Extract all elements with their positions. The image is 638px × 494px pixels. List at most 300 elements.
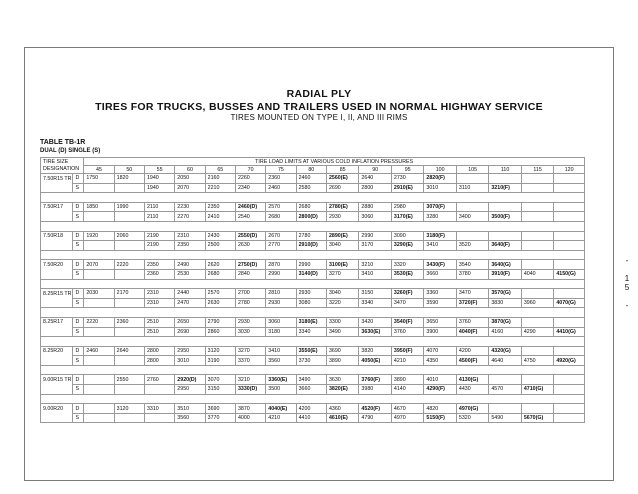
- load-cell: 5320: [456, 413, 488, 423]
- load-cell: 2920(D): [175, 375, 205, 385]
- spacer-cell: [41, 193, 585, 203]
- tire-size-cell: 7.50R17: [41, 202, 73, 212]
- tire-size-cell: 8.25R20: [41, 346, 73, 356]
- load-cell: [554, 231, 585, 241]
- load-cell: 2350: [175, 241, 205, 251]
- load-cell: 2680: [296, 202, 326, 212]
- load-cell: 2800: [359, 183, 391, 193]
- load-cell: 4210: [391, 356, 423, 366]
- load-cell: [114, 413, 144, 423]
- load-cell: 3280: [424, 212, 456, 222]
- load-cell: 3040: [326, 241, 358, 251]
- load-cell: 2930: [235, 317, 265, 327]
- table-row: [41, 327, 585, 337]
- load-cell: 3030: [235, 327, 265, 337]
- load-cell: 1820: [114, 174, 144, 184]
- load-cell: 3100(E): [326, 260, 358, 270]
- table-row: [41, 260, 585, 270]
- load-cell: 2310: [144, 289, 174, 299]
- load-cell: 5490: [489, 413, 521, 423]
- load-cell: 3540(F): [391, 317, 423, 327]
- tire-size-cell: 9.00R15 TR: [41, 375, 73, 385]
- load-cell: 4570: [489, 385, 521, 395]
- load-cell: 3630: [326, 375, 358, 385]
- load-cell: 2630: [205, 298, 235, 308]
- load-cell: [521, 346, 553, 356]
- load-cell: 3120: [205, 346, 235, 356]
- table-row: [41, 202, 585, 212]
- load-cell: 2670: [266, 231, 296, 241]
- spacer-row: [41, 365, 585, 375]
- load-cell: 2870: [266, 260, 296, 270]
- load-cell: 2800(D): [296, 212, 326, 222]
- spacer-row: [41, 394, 585, 404]
- table-row: [41, 317, 585, 327]
- load-cell: 3070(F): [424, 202, 456, 212]
- spacer-cell: [41, 221, 585, 231]
- load-cell: 3870(G): [489, 317, 521, 327]
- load-cell: 2030: [84, 289, 114, 299]
- mount-type-cell: S: [73, 413, 84, 423]
- load-cell: 2760: [144, 375, 174, 385]
- load-cell: 3310: [144, 404, 174, 414]
- table-row: [41, 413, 585, 423]
- load-cell: 3010: [175, 356, 205, 366]
- load-cell: 3220: [326, 298, 358, 308]
- load-cell: 1750: [84, 174, 114, 184]
- load-cell: 2510: [144, 327, 174, 337]
- load-cell: [521, 404, 553, 414]
- table-row: [41, 183, 585, 193]
- load-cell: 4820: [424, 404, 456, 414]
- load-cell: [84, 241, 114, 251]
- load-cell: 2190: [144, 231, 174, 241]
- load-cell: 4790: [359, 413, 391, 423]
- tire-size-cell: 8.25R17: [41, 317, 73, 327]
- mount-type-cell: S: [73, 327, 84, 337]
- spacer-cell: [41, 365, 585, 375]
- load-cell: 3890: [391, 375, 423, 385]
- load-cell: 4920(G): [554, 356, 585, 366]
- load-cell: 3400: [456, 212, 488, 222]
- tire-size-cell: [41, 413, 73, 423]
- load-cell: 2700: [235, 289, 265, 299]
- load-cell: 2060: [114, 231, 144, 241]
- load-cell: 2440: [175, 289, 205, 299]
- header-pressure: 60: [175, 166, 205, 174]
- spacer-row: [41, 308, 585, 318]
- load-cell: 3760(F): [359, 375, 391, 385]
- header-pressure: 85: [326, 166, 358, 174]
- load-cell: 2310: [175, 231, 205, 241]
- load-cell: 3180: [266, 327, 296, 337]
- load-cell: 5150(F): [424, 413, 456, 423]
- load-cell: 3180(E): [296, 317, 326, 327]
- load-cell: 4970: [391, 413, 423, 423]
- table-label: TABLE TB-1R: [40, 139, 86, 146]
- load-cell: [554, 202, 585, 212]
- load-cell: 2880: [359, 202, 391, 212]
- tire-size-cell: [41, 269, 73, 279]
- load-cell: 3260(F): [391, 289, 423, 299]
- load-cell: 3070: [205, 375, 235, 385]
- load-cell: [489, 174, 521, 184]
- load-cell: 3320: [391, 260, 423, 270]
- load-cell: 1940: [144, 174, 174, 184]
- load-cell: 4670: [391, 404, 423, 414]
- tire-size-cell: [41, 327, 73, 337]
- load-cell: 3210: [359, 260, 391, 270]
- load-cell: 4010: [424, 375, 456, 385]
- load-cell: [84, 269, 114, 279]
- load-cell: 3490: [326, 327, 358, 337]
- load-cell: 2570: [205, 289, 235, 299]
- load-cell: 3360(E): [266, 375, 296, 385]
- load-cell: [521, 212, 553, 222]
- load-cell: 4000: [235, 413, 265, 423]
- load-cell: 3120: [114, 404, 144, 414]
- mount-type-cell: D: [73, 260, 84, 270]
- load-cell: 2460: [296, 174, 326, 184]
- load-cell: [521, 375, 553, 385]
- load-cell: 2540: [235, 212, 265, 222]
- mount-type-cell: S: [73, 385, 84, 395]
- header-row: [41, 166, 585, 174]
- load-cell: [84, 298, 114, 308]
- load-cell: 4210: [266, 413, 296, 423]
- load-cell: 3360: [424, 289, 456, 299]
- load-cell: 2110: [144, 202, 174, 212]
- load-cell: 4610(E): [326, 413, 358, 423]
- load-cell: 3490: [296, 375, 326, 385]
- load-cell: [84, 327, 114, 337]
- mount-type-cell: S: [73, 298, 84, 308]
- load-cell: 3010: [424, 183, 456, 193]
- load-cell: 2780(E): [326, 202, 358, 212]
- load-cell: 2550(D): [235, 231, 265, 241]
- tire-size-cell: [41, 241, 73, 251]
- load-cell: [521, 289, 553, 299]
- load-cell: 3270: [326, 269, 358, 279]
- load-cell: 3830: [489, 298, 521, 308]
- load-cell: 2260: [235, 174, 265, 184]
- load-cell: [456, 231, 488, 241]
- header-tire-size: TIRE SIZE: [41, 158, 84, 166]
- load-cell: 2220: [114, 260, 144, 270]
- load-cell: [84, 375, 114, 385]
- title-sub: TIRES MOUNTED ON TYPE I, II, AND III RIMS: [230, 113, 408, 122]
- load-cell: 3640(G): [489, 260, 521, 270]
- spacer-row: [41, 221, 585, 231]
- tire-size-cell: 9.00R20: [41, 404, 73, 414]
- load-cell: [554, 385, 585, 395]
- load-cell: 3270: [235, 346, 265, 356]
- load-cell: 3500: [266, 385, 296, 395]
- tire-size-cell: [41, 385, 73, 395]
- load-cell: [521, 202, 553, 212]
- load-cell: 4710(G): [521, 385, 553, 395]
- mount-type-cell: D: [73, 404, 84, 414]
- load-cell: 2460(D): [235, 202, 265, 212]
- load-cell: [554, 183, 585, 193]
- load-cell: 3420: [359, 317, 391, 327]
- table-sub-label: DUAL (D) SINGLE (S): [40, 148, 101, 154]
- header-load-limits: TIRE LOAD LIMITS AT VARIOUS COLD INFLATION PRESSURES: [84, 158, 585, 166]
- load-cell: [114, 183, 144, 193]
- load-cell: 2910(E): [391, 183, 423, 193]
- load-cell: 2910(D): [296, 241, 326, 251]
- header-pressure: 100: [424, 166, 456, 174]
- mount-type-cell: S: [73, 212, 84, 222]
- mount-type-cell: D: [73, 174, 84, 184]
- load-cell: 2680: [205, 269, 235, 279]
- load-cell: 3560: [266, 356, 296, 366]
- header-designation: DESIGNATION: [41, 166, 84, 174]
- mount-type-cell: S: [73, 356, 84, 366]
- header-pressure: 70: [235, 166, 265, 174]
- load-cell: 2340: [235, 183, 265, 193]
- load-cell: 2840: [235, 269, 265, 279]
- load-cell: 4320(G): [489, 346, 521, 356]
- load-cell: 2930: [296, 289, 326, 299]
- load-cell: [144, 385, 174, 395]
- load-cell: 5670(G): [521, 413, 553, 423]
- load-cell: 3630(E): [359, 327, 391, 337]
- load-cell: 3340: [296, 327, 326, 337]
- load-cell: [114, 356, 144, 366]
- load-cell: 2050: [175, 174, 205, 184]
- header-pressure: 75: [266, 166, 296, 174]
- table-row: [41, 241, 585, 251]
- load-cell: [554, 346, 585, 356]
- load-cell: 3090: [391, 231, 423, 241]
- load-cell: 3780: [456, 269, 488, 279]
- load-cell: [114, 327, 144, 337]
- load-cell: 4070: [424, 346, 456, 356]
- load-cell: 3720(F): [456, 298, 488, 308]
- load-cell: 2470: [175, 298, 205, 308]
- load-cell: [521, 174, 553, 184]
- load-cell: 4520(F): [359, 404, 391, 414]
- load-cell: 2930: [326, 212, 358, 222]
- load-cell: 2800: [144, 346, 174, 356]
- mount-type-cell: S: [73, 241, 84, 251]
- table-row: [41, 212, 585, 222]
- load-cell: 2360: [144, 269, 174, 279]
- header-pressure: 80: [296, 166, 326, 174]
- load-cell: 2350: [205, 202, 235, 212]
- load-cell: 2210: [205, 183, 235, 193]
- load-cell: 2730: [391, 174, 423, 184]
- load-cell: 2810: [266, 289, 296, 299]
- load-cell: 2690: [326, 183, 358, 193]
- tire-size-cell: 8.25R15 TR: [41, 289, 73, 299]
- spacer-cell: [41, 337, 585, 347]
- load-cell: 4410(G): [554, 327, 585, 337]
- load-cell: 3690: [326, 346, 358, 356]
- header-pressure: 45: [84, 166, 114, 174]
- load-cell: 4160: [489, 327, 521, 337]
- load-cell: 4970(G): [456, 404, 488, 414]
- load-cell: 2750(D): [235, 260, 265, 270]
- load-cell: [521, 260, 553, 270]
- load-cell: 4050(E): [359, 356, 391, 366]
- load-cell: 3210(F): [489, 183, 521, 193]
- load-cell: 2780: [296, 231, 326, 241]
- load-cell: 3730: [296, 356, 326, 366]
- mount-type-cell: D: [73, 231, 84, 241]
- load-cell: 2550: [114, 375, 144, 385]
- load-cell: 3060: [359, 212, 391, 222]
- load-cell: 2860: [205, 327, 235, 337]
- load-cell: 4040: [521, 269, 553, 279]
- load-cell: 3690: [205, 404, 235, 414]
- table-row: [41, 375, 585, 385]
- load-cell: 3870: [235, 404, 265, 414]
- load-cell: 4130(G): [456, 375, 488, 385]
- load-cell: 2640: [359, 174, 391, 184]
- spacer-cell: [41, 250, 585, 260]
- load-cell: 3430(F): [424, 260, 456, 270]
- load-cell: 4040(F): [456, 327, 488, 337]
- load-cell: 2930: [266, 298, 296, 308]
- load-cell: 4070(G): [554, 298, 585, 308]
- load-cell: 2070: [84, 260, 114, 270]
- load-cell: 3060: [266, 317, 296, 327]
- tire-size-cell: [41, 183, 73, 193]
- title-main: TIRES FOR TRUCKS, BUSSES AND TRAILERS USED IN NORMAL HIGHWAY SERVICE: [95, 101, 543, 113]
- load-cell: 3140(D): [296, 269, 326, 279]
- load-cell: 2650: [175, 317, 205, 327]
- load-cell: 3190: [205, 356, 235, 366]
- load-cell: 3180(F): [424, 231, 456, 241]
- load-cell: 3960: [521, 298, 553, 308]
- load-cell: 4200: [456, 346, 488, 356]
- header-pressure: 50: [114, 166, 144, 174]
- table-row: [41, 231, 585, 241]
- load-cell: [84, 385, 114, 395]
- spacer-row: [41, 250, 585, 260]
- load-cell: 4410: [296, 413, 326, 423]
- load-cell: [456, 202, 488, 212]
- load-cell: 2950: [175, 385, 205, 395]
- load-cell: [114, 269, 144, 279]
- header-pressure: 105: [456, 166, 488, 174]
- load-cell: 3640(F): [489, 241, 521, 251]
- load-cell: 3530(E): [391, 269, 423, 279]
- load-cell: 1850: [84, 202, 114, 212]
- tire-size-cell: 7.50R20: [41, 260, 73, 270]
- load-cell: 3560: [175, 413, 205, 423]
- mount-type-cell: D: [73, 346, 84, 356]
- load-cell: 3570(G): [489, 289, 521, 299]
- header-pressure: 65: [205, 166, 235, 174]
- load-cell: 2620: [205, 260, 235, 270]
- load-cell: 3760: [391, 327, 423, 337]
- header-pressure: 95: [391, 166, 423, 174]
- spacer-cell: [41, 279, 585, 289]
- load-cell: 3410: [424, 241, 456, 251]
- load-cell: 2790: [205, 317, 235, 327]
- load-cell: 3170(E): [391, 212, 423, 222]
- load-cell: [554, 174, 585, 184]
- load-cell: 2110: [144, 212, 174, 222]
- load-cell: [489, 375, 521, 385]
- load-cell: 2780: [235, 298, 265, 308]
- load-cell: 3290(E): [391, 241, 423, 251]
- table-row: [41, 404, 585, 414]
- load-cell: 2360: [266, 174, 296, 184]
- load-cell: 3340: [359, 298, 391, 308]
- load-table: [40, 157, 585, 423]
- load-cell: 2160: [205, 174, 235, 184]
- load-cell: 3410: [266, 346, 296, 356]
- load-cell: 2530: [175, 269, 205, 279]
- load-cell: 2190: [144, 241, 174, 251]
- load-cell: 3370: [235, 356, 265, 366]
- load-cell: [554, 260, 585, 270]
- page-number: - 1 5 -: [624, 256, 630, 310]
- load-cell: 2490: [175, 260, 205, 270]
- spacer-cell: [41, 308, 585, 318]
- header-pressure: 120: [554, 166, 585, 174]
- load-cell: 2070: [175, 183, 205, 193]
- load-cell: [554, 375, 585, 385]
- load-cell: [114, 212, 144, 222]
- tire-size-cell: [41, 212, 73, 222]
- load-cell: 3820(E): [326, 385, 358, 395]
- load-cell: [554, 212, 585, 222]
- load-cell: 2220: [84, 317, 114, 327]
- load-cell: 2350: [144, 260, 174, 270]
- load-cell: [489, 202, 521, 212]
- load-cell: 3500(F): [489, 212, 521, 222]
- load-cell: 3150: [359, 289, 391, 299]
- load-cell: [144, 413, 174, 423]
- load-cell: 2950: [175, 346, 205, 356]
- spacer-cell: [41, 394, 585, 404]
- load-cell: 3910(F): [489, 269, 521, 279]
- load-cell: 3820: [359, 346, 391, 356]
- load-cell: 4290(F): [424, 385, 456, 395]
- load-cell: 4350: [424, 356, 456, 366]
- load-cell: 4200: [296, 404, 326, 414]
- load-cell: 1940: [144, 183, 174, 193]
- load-cell: 3980: [359, 385, 391, 395]
- load-cell: 1920: [84, 231, 114, 241]
- load-cell: 3110: [456, 183, 488, 193]
- load-cell: 2570: [266, 202, 296, 212]
- load-cell: 2630: [235, 241, 265, 251]
- tire-size-cell: [41, 356, 73, 366]
- load-cell: 3550(E): [296, 346, 326, 356]
- load-cell: 2460: [266, 183, 296, 193]
- load-cell: 4040(E): [266, 404, 296, 414]
- load-cell: 2890(E): [326, 231, 358, 241]
- load-cell: 2460: [84, 346, 114, 356]
- load-cell: [114, 298, 144, 308]
- header-row: [41, 158, 585, 166]
- table-row: [41, 346, 585, 356]
- load-cell: 4430: [456, 385, 488, 395]
- load-cell: 2580: [296, 183, 326, 193]
- load-cell: 2980: [391, 202, 423, 212]
- mount-type-cell: D: [73, 317, 84, 327]
- load-cell: 1990: [114, 202, 144, 212]
- load-cell: 2360: [114, 317, 144, 327]
- load-cell: 3080: [296, 298, 326, 308]
- load-cell: 2770: [266, 241, 296, 251]
